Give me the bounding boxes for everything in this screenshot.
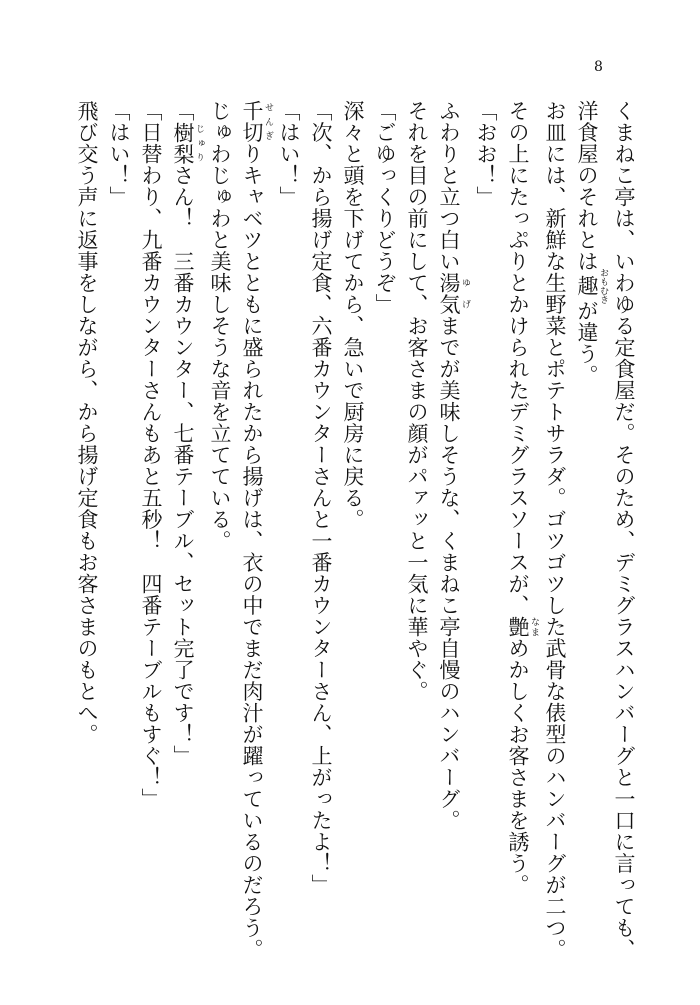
ruby-word: 艶 なま xyxy=(506,616,539,638)
text-line: 千切 せんぎりキャベツとともに盛られたから揚げは、衣の中でまだ肉汁が躍っているのだろう。 xyxy=(240,100,273,960)
text-line: お皿には、新鮮な生野菜とポテトサラダ。ゴツゴツした武骨な俵型のハンバーグが二つ。 xyxy=(543,100,567,960)
page-number: 8 xyxy=(594,59,603,75)
text-line: 飛び交う声に返事をしながら、から揚げ定食もお客さまのもとへ。 xyxy=(75,100,99,745)
text-line: 「はい！」 xyxy=(107,100,131,208)
text-line: くまねこ亭は、いわゆる定食屋だ。そのため、デミグラスハンバーグと一口に言っても、 xyxy=(612,100,636,960)
ruby-word: 湯気 ゆげ xyxy=(437,272,470,315)
ruby-word: 趣 おもむき xyxy=(575,268,608,304)
text-line: じゅわじゅわと美味しそうな音を立てている。 xyxy=(208,100,232,552)
text-line: 深々と頭を下げてから、急いで厨房に戻る。 xyxy=(341,100,365,530)
text-line: それを目の前にして、お客さまの顔がパァッと一気に華やぐ。 xyxy=(405,100,429,702)
text-line: 「ごゆっくりどうぞ」 xyxy=(373,100,397,315)
text-line: その上にたっぷりとかけられたデミグラスソースが、艶 なまめかしくお客さまを誘う。 xyxy=(506,100,539,896)
text-line: 洋食屋のそれとは趣 おもむきが違う。 xyxy=(575,100,608,386)
text-line: ふわりと立つ白い湯気 ゆげまでが美味しそうな、くまねこ亭自慢のハンバーグ。 xyxy=(437,100,470,831)
ruby-word: 千切 せんぎ xyxy=(240,100,273,143)
body-text xyxy=(71,100,640,980)
text-line: 「はい！」 xyxy=(277,100,301,208)
text-line: 「おお！」 xyxy=(474,100,498,208)
ruby-word: 樹梨 じゅり xyxy=(171,121,204,165)
text-line: 「日替わり、九番カウンターさんもあと五秒！ 四番テーブルもすぐ！」 xyxy=(139,100,163,810)
text-line: 「樹梨 じゅりさん！ 三番カウンター、七番テーブル、セット完了です！」 xyxy=(171,100,204,767)
text-line: 「次、から揚げ定食、六番カウンターさんと一番カウンターさん、上がったよ！」 xyxy=(309,100,333,896)
